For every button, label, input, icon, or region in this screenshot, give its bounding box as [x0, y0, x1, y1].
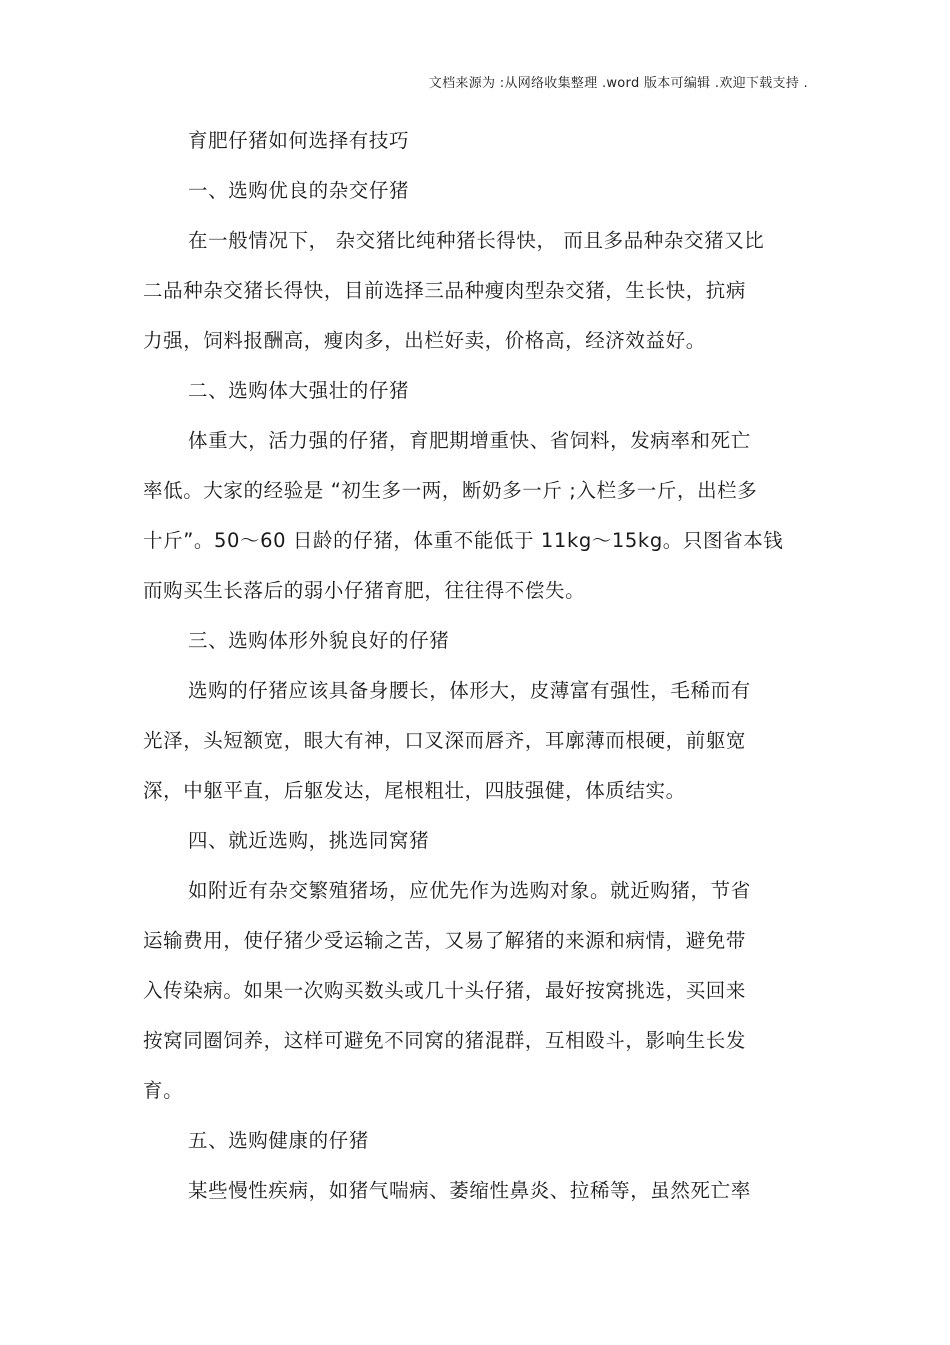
section-heading-3: 三、选购体形外貌良好的仔猪	[188, 629, 450, 652]
header-source-note: 文档来源为 :从网络收集整理 .word 版本可编辑 .欢迎下载支持 .	[428, 76, 808, 91]
paragraph-line: 深，中躯平直，后躯发达，尾根粗壮，四肢强健，体质结实。	[143, 779, 686, 802]
section-heading-1: 一、选购优良的杂交仔猪	[188, 179, 410, 202]
paragraph-line: 体重大，活力强的仔猪，育肥期增重快、省饲料，发病率和死亡	[188, 429, 751, 452]
section-heading-5: 五、选购健康的仔猪	[188, 1129, 369, 1152]
paragraph-line: 在一般情况下， 杂交猪比纯种猪长得快， 而且多品种杂交猪又比	[188, 229, 765, 252]
paragraph-line: 育。	[143, 1079, 184, 1102]
paragraph-line: 按窝同圈饲养，这样可避免不同窝的猪混群，互相殴斗，影响生长发	[143, 1029, 747, 1052]
paragraph-line: 十斤”。50～60 日龄的仔猪，体重不能低于 11kg～15kg。只图省本钱	[143, 529, 784, 552]
section-heading-4: 四、就近选购，挑选同窝猪	[188, 829, 430, 852]
paragraph-line: 运输费用，使仔猪少受运输之苦，又易了解猪的来源和病情，避免带	[143, 929, 747, 952]
paragraph-line: 如附近有杂交繁殖猪场，应优先作为选购对象。就近购猪，节省	[188, 879, 751, 902]
paragraph-line: 选购的仔猪应该具备身腰长，体形大，皮薄富有强性，毛稀而有	[188, 679, 751, 702]
document-title: 育肥仔猪如何选择有技巧	[188, 129, 410, 152]
section-heading-2: 二、选购体大强壮的仔猪	[188, 379, 410, 402]
paragraph-line: 光泽，头短额宽，眼大有神，口叉深而唇齐，耳廓薄而根硬，前躯宽	[143, 729, 747, 752]
paragraph-line: 而购买生长落后的弱小仔猪育肥，往往得不偿失。	[143, 579, 586, 602]
paragraph-line: 二品种杂交猪长得快，目前选择三品种瘦肉型杂交猪，生长快，抗病	[143, 279, 747, 302]
paragraph-line: 力强，饲料报酬高，瘦肉多，出栏好卖，价格高，经济效益好。	[143, 329, 706, 352]
paragraph-line: 率低。大家的经验是 “初生多一两，断奶多一斤 ;入栏多一斤，出栏多	[143, 479, 758, 502]
paragraph-line: 入传染病。如果一次购买数头或几十头仔猪，最好按窝挑选，买回来	[143, 979, 747, 1002]
paragraph-line: 某些慢性疾病，如猪气喘病、萎缩性鼻炎、拉稀等，虽然死亡率	[188, 1179, 751, 1202]
